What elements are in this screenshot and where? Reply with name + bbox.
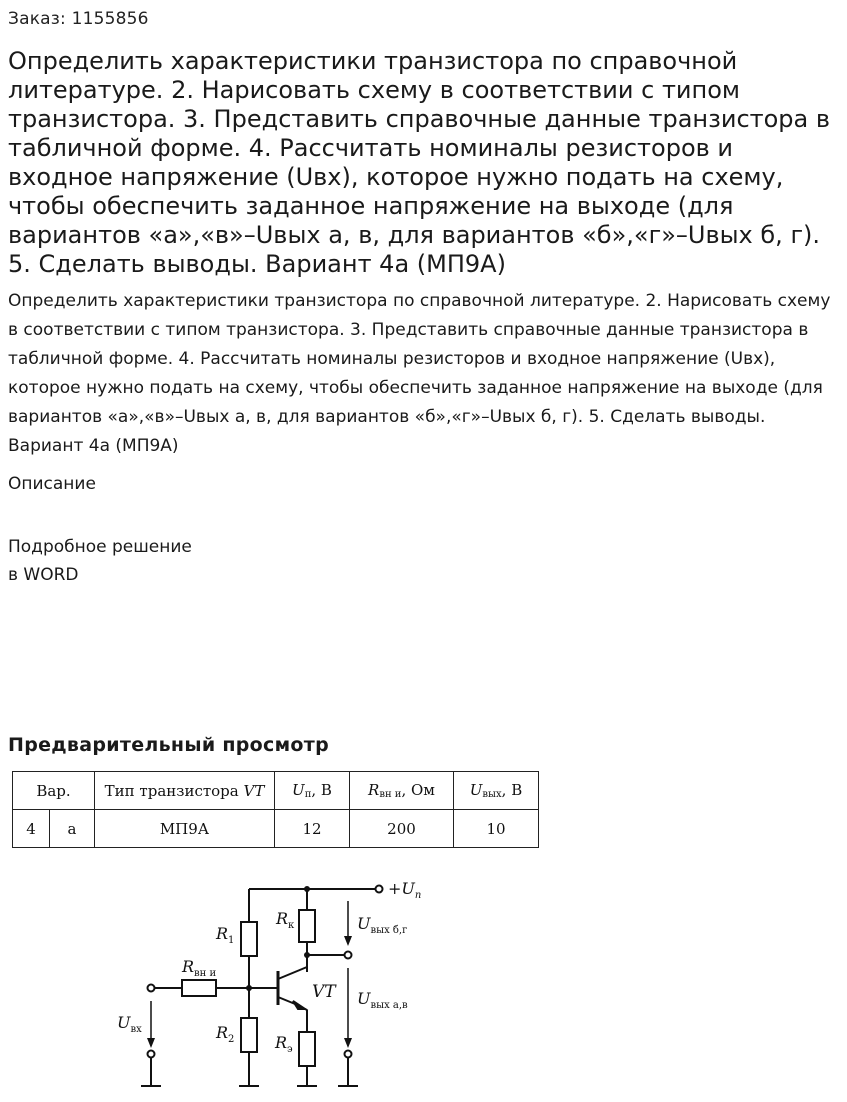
header-u-unit: , В (311, 781, 332, 799)
task-description: Определить характеристики транзистора по справочной литературе. 2. Нарисовать схему в соответствии с типом транзистора. 3. Представить справочные данные транзистора в табличной форме. 4. Рассчитать номиналы резисторов и входное напряжение (Uвх), которое нужно подать на схему, чтобы обеспечить заданное напряжение на выходе (для вариантов «а»,«в»–Uвых а, в, для вариантов «б»,«г»–Uвых б, г). 5. Сделать выводы. Вариант 4а (МП9А) (8, 291, 831, 456)
emitter-joint (305, 1009, 307, 1010)
output-terminal-collector (345, 952, 352, 959)
variant-table (12, 771, 539, 848)
r2-label: $R_2$ (216, 1023, 235, 1045)
cell-variant-letter: а (50, 810, 95, 848)
output-ground-terminal (345, 1051, 352, 1058)
header-type-symbol: VT (243, 781, 265, 800)
input-ground-terminal (148, 1051, 155, 1058)
header-type-text: Тип транзистора (104, 781, 244, 800)
node-base (246, 985, 252, 991)
order-number: Заказ: 1155856 (8, 9, 149, 29)
rvn-resistor (182, 980, 216, 996)
cell-source-resistance: 200 (350, 810, 454, 848)
header-r-sub: вн и (379, 789, 402, 800)
table-header-row (13, 772, 539, 810)
uin-label: $U_{вх}$ (117, 1013, 142, 1035)
header-supply-voltage (275, 772, 350, 810)
r1-label: $R_1$ (216, 924, 235, 946)
cell-transistor-type: МП9А (95, 810, 275, 848)
supply-terminal (376, 886, 383, 893)
re-resistor (299, 1032, 315, 1066)
header-source-resistance (350, 772, 454, 810)
header-uout-unit: , В (501, 781, 523, 799)
header-r-unit: , Ом (401, 781, 435, 799)
solution-note: Подробное решение (8, 537, 192, 557)
header-u-symbol: U (292, 781, 305, 799)
node-collector (304, 952, 310, 958)
rk-resistor (299, 910, 315, 942)
cell-variant-number: 4 (13, 810, 50, 848)
cell-output-voltage: 10 (454, 810, 539, 848)
preview-heading: Предварительный просмотр (8, 734, 329, 756)
uout-av-label: $U_{вых а,в}$ (357, 989, 408, 1011)
table-row (13, 810, 539, 848)
cell-supply-voltage: 12 (275, 810, 350, 848)
rvn-label: $R_{вн и}$ (182, 957, 217, 979)
rk-label: $R_к$ (276, 909, 295, 931)
header-transistor-type (95, 772, 275, 810)
uout-bg-label: $U_{вых б,г}$ (357, 914, 408, 936)
header-u-sub: п (304, 789, 312, 800)
description-label: Описание (8, 474, 96, 494)
emitter-arrow-icon (293, 1001, 305, 1009)
r2-resistor (241, 1018, 257, 1052)
header-variant: Вар. (13, 772, 95, 810)
solution-format: в WORD (8, 565, 79, 585)
uout-av-arrowhead-icon (344, 1038, 352, 1048)
input-terminal (148, 985, 155, 992)
header-uout-sub: вых (482, 789, 502, 800)
uout-bg-arrowhead-icon (344, 936, 352, 946)
r1-resistor (241, 922, 257, 956)
transistor-collector-lead (278, 967, 307, 979)
supply-label: $+U_п$ (388, 879, 422, 901)
header-uout-symbol: U (469, 781, 483, 799)
header-output-voltage (454, 772, 539, 810)
task-title: Определить характеристики транзистора по справочной литературе. 2. Нарисовать схему в соответствии с типом транзистора. 3. Представить справочные данные транзистора в табличной форме. 4. Рассчитать номиналы резисторов и входное напряжение (Uвх), которое нужно подать на схему, чтобы обеспечить заданное напряжение на выходе (для вариантов «а»,«в»–Uвых а, в, для вариантов «б»,«г»–Uвых б, г). 5. Сделать выводы. Вариант 4а (МП9А) (8, 47, 831, 278)
node-rk-top (304, 886, 310, 892)
transistor-circuit-diagram (100, 868, 440, 1096)
uin-arrowhead-icon (147, 1038, 155, 1048)
header-r-symbol: R (368, 781, 380, 799)
re-label: $R_э$ (275, 1033, 293, 1055)
vt-label: VT (312, 982, 336, 1002)
